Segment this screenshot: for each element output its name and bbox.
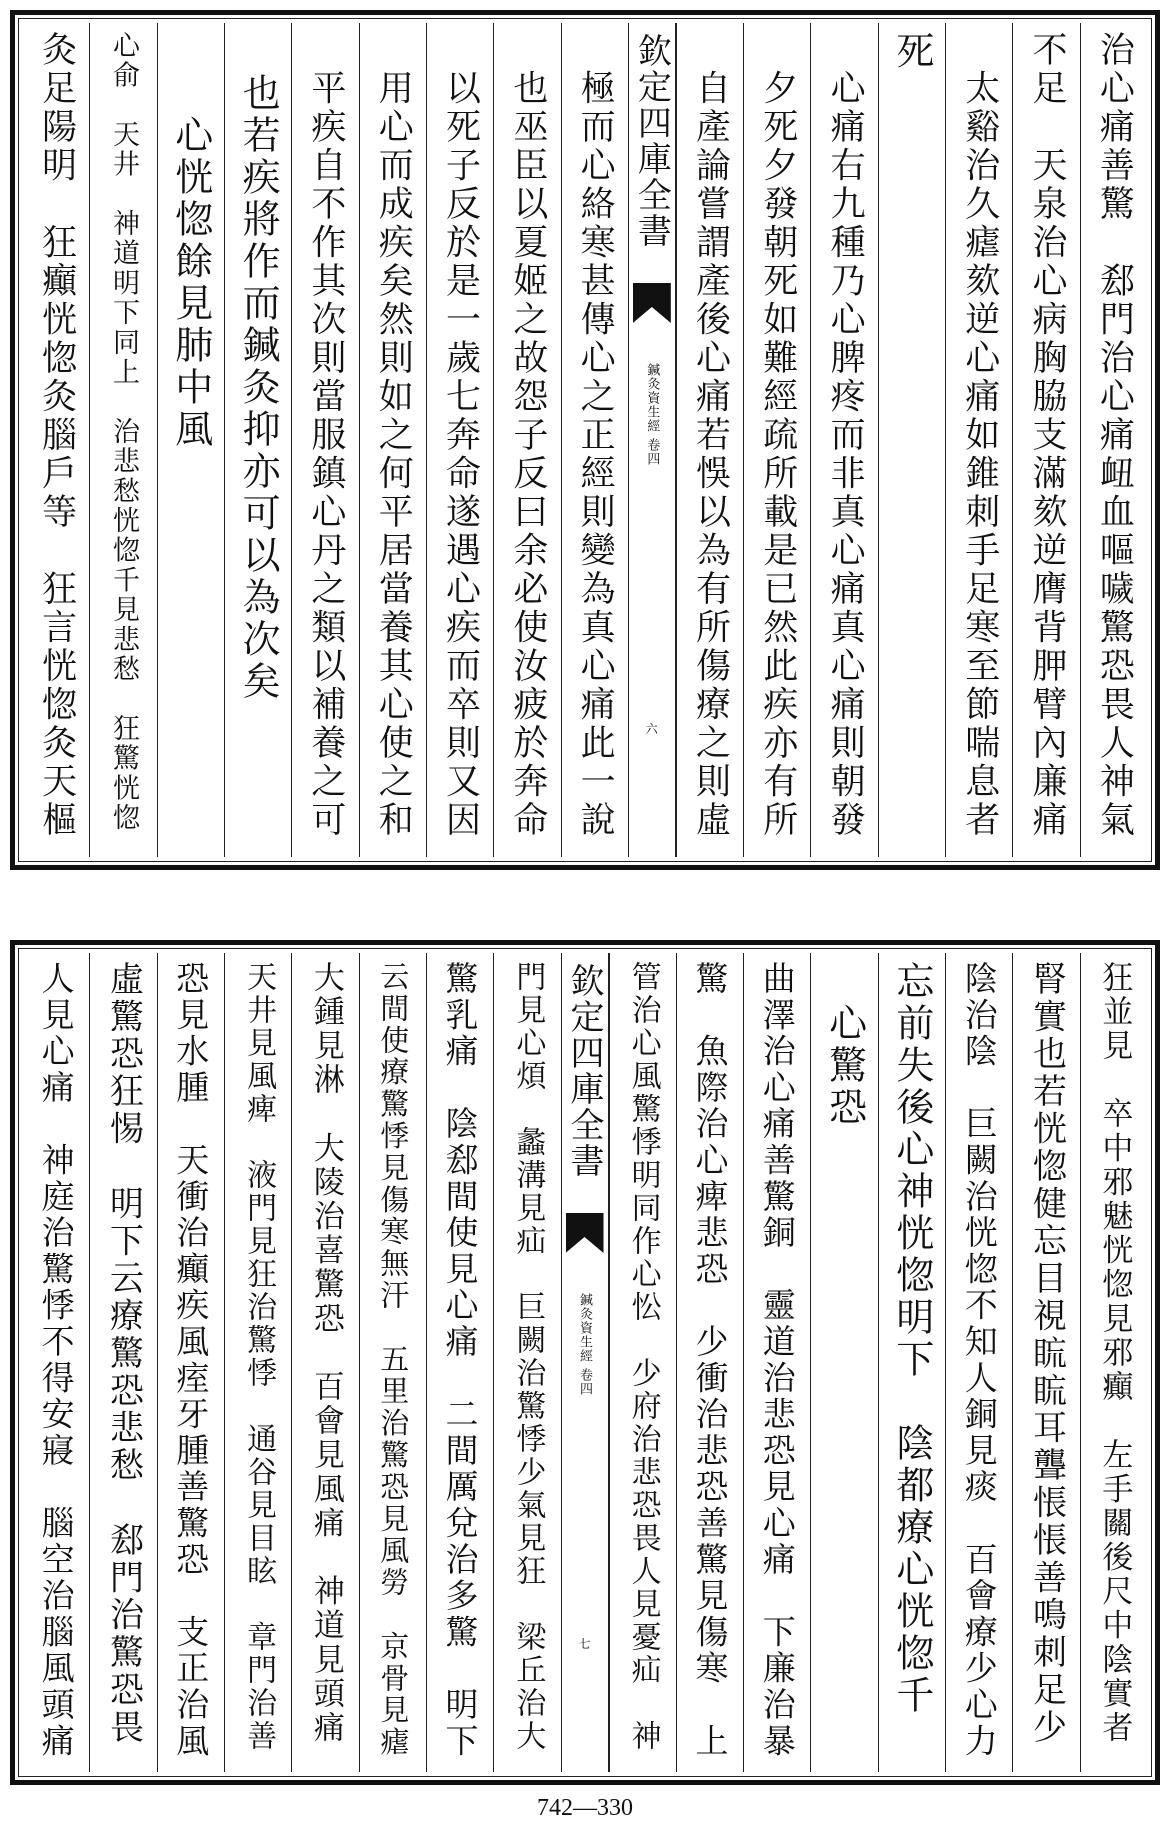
center-fold-margin	[628, 23, 676, 857]
bottom-page	[10, 940, 1160, 1785]
fold-page-number: 七	[578, 1637, 591, 1651]
top-page	[10, 10, 1160, 870]
text-column	[89, 23, 156, 857]
text-column	[493, 23, 560, 857]
column-text: 人見心痛 神庭治驚悸不得安寢 腦空治腦風頭痛	[36, 961, 76, 1760]
text-column	[426, 953, 493, 1772]
column-text: 門見心煩 蠡溝見疝 巨闕治驚悸少氣見狂 梁丘治大	[510, 961, 546, 1753]
column-text: 灸足陽明 狂癲恍惚灸腦戶等 狂言恍惚灸天樞	[36, 31, 77, 840]
text-column	[23, 953, 89, 1772]
column-text: 忘前失後心神恍惚明下 陰都療心恍惚千	[889, 961, 934, 1717]
column-text: 太谿治久瘧欬逆心痛如錐刺手足寒至節喘息者	[959, 31, 1000, 840]
text-column	[676, 23, 743, 857]
text-column	[1080, 953, 1147, 1772]
text-column	[609, 953, 676, 1772]
column-text: 心恍惚餘見肺中風	[168, 31, 213, 451]
column-text: 夕死夕發朝死如難經疏所載是已然此疾亦有所	[757, 31, 798, 840]
column-text: 心俞 天井 神道明下同上 治悲愁恍惚千見悲愁 狂驚恍惚	[107, 31, 139, 833]
center-fold-margin	[561, 953, 609, 1772]
column-text: 自產論嘗謂產後心痛若悞以為有所傷療之則虛	[690, 31, 731, 840]
bottom-page-columns	[23, 953, 1147, 1772]
fold-page-number: 六	[645, 722, 658, 736]
text-column	[1080, 23, 1147, 857]
column-text: 也若疾將作而鍼灸抑亦可以為次矣	[236, 31, 281, 703]
text-column	[561, 23, 628, 857]
column-text: 心痛右九種乃心脾疼而非真心痛真心痛則朝發	[825, 31, 866, 840]
text-column	[676, 953, 743, 1772]
text-column	[945, 953, 1012, 1772]
fold-subtitle: 鍼灸資生經 卷四	[577, 1293, 592, 1397]
text-column	[359, 23, 426, 857]
column-text: 虛驚恐狂惕 明下云療驚恐悲愁 郄門治驚恐畏	[103, 961, 144, 1747]
column-text: 云間使療驚悸見傷寒無汗 五里治驚恐見風勞 京骨見瘧	[376, 961, 411, 1759]
column-text: 大鍾見淋 大陵治喜驚恐 百會見風痛 神道見頭痛	[307, 961, 344, 1746]
text-column	[157, 23, 224, 857]
column-text: 治心痛善驚 郄門治心痛衄血嘔噦驚恐畏人神氣	[1094, 31, 1135, 840]
text-column	[743, 953, 810, 1772]
fishtail-mark-icon	[633, 283, 671, 323]
column-text: 平疾自不作其次則當服鎮心丹之類以補養之可	[305, 31, 346, 840]
fishtail-mark-icon	[566, 1213, 604, 1253]
column-text: 也巫臣以夏姬之故怨子反曰余必使汝疲於奔命	[507, 31, 548, 840]
text-column	[89, 953, 156, 1772]
text-column	[810, 23, 877, 857]
top-page-columns	[23, 23, 1147, 857]
column-text: 死	[889, 31, 934, 73]
text-column	[291, 23, 358, 857]
column-text: 用心而成疾矣然則如之何平居當養其心使之和	[373, 31, 414, 840]
text-column	[743, 23, 810, 857]
text-column	[157, 953, 224, 1772]
text-column	[878, 953, 945, 1772]
text-column	[224, 953, 291, 1772]
column-text: 以死子反於是一歲七奔命遂遇心疾而卒則又因	[440, 31, 481, 840]
column-text: 不足 天泉治心病胸脇支滿欬逆膺背胛臂內廉痛	[1027, 31, 1068, 840]
text-column	[493, 953, 560, 1772]
text-column	[810, 953, 877, 1772]
text-column	[1012, 953, 1079, 1772]
column-text: 心驚恐	[822, 961, 867, 1129]
text-column	[945, 23, 1012, 857]
fold-subtitle: 鍼灸資生經 卷四	[644, 363, 660, 467]
text-column	[23, 23, 89, 857]
column-text: 驚 魚際治心痺悲恐 少衝治悲恐善驚見傷寒 上	[690, 961, 730, 1760]
text-column	[224, 23, 291, 857]
column-text: 腎實也若恍惚健忘目視䀮䀮耳聾悵悵善鳴刺足少	[1026, 961, 1067, 1747]
column-text: 陰治陰 巨闕治恍惚不知人銅見痰 百會療少心力	[959, 961, 999, 1760]
column-text: 極而心絡寒甚傳心之正經則變為真心痛此一說	[575, 31, 616, 840]
text-column	[291, 953, 358, 1772]
column-text: 曲澤治心痛善驚銅 靈道治悲恐見心痛 下廉治暴	[757, 961, 797, 1760]
page-number-footer: 742—330	[537, 1795, 633, 1821]
fold-title: 欽定四庫全書	[564, 963, 604, 1179]
column-text: 狂並見 卒中邪魅恍惚見邪癲 左手關後尺中陰實者	[1096, 961, 1133, 1746]
column-text: 天井見風痺 液門見狂治驚悸 通谷見目眩 章門治善	[241, 961, 277, 1753]
text-column	[1012, 23, 1079, 857]
column-text: 管治心風驚悸明同作心忪 少府治悲恐畏人見憂疝 神	[625, 961, 661, 1753]
text-column	[359, 953, 426, 1772]
text-column	[426, 23, 493, 857]
text-column	[878, 23, 945, 857]
column-text: 驚乳痛 陰郄間使見心痛 二間厲兌治多驚 明下	[440, 961, 480, 1760]
fold-title: 欽定四庫全書	[631, 33, 672, 249]
column-text: 恐見水腫 天衝治癲疾風痓牙腫善驚恐 支正治風	[171, 961, 211, 1760]
